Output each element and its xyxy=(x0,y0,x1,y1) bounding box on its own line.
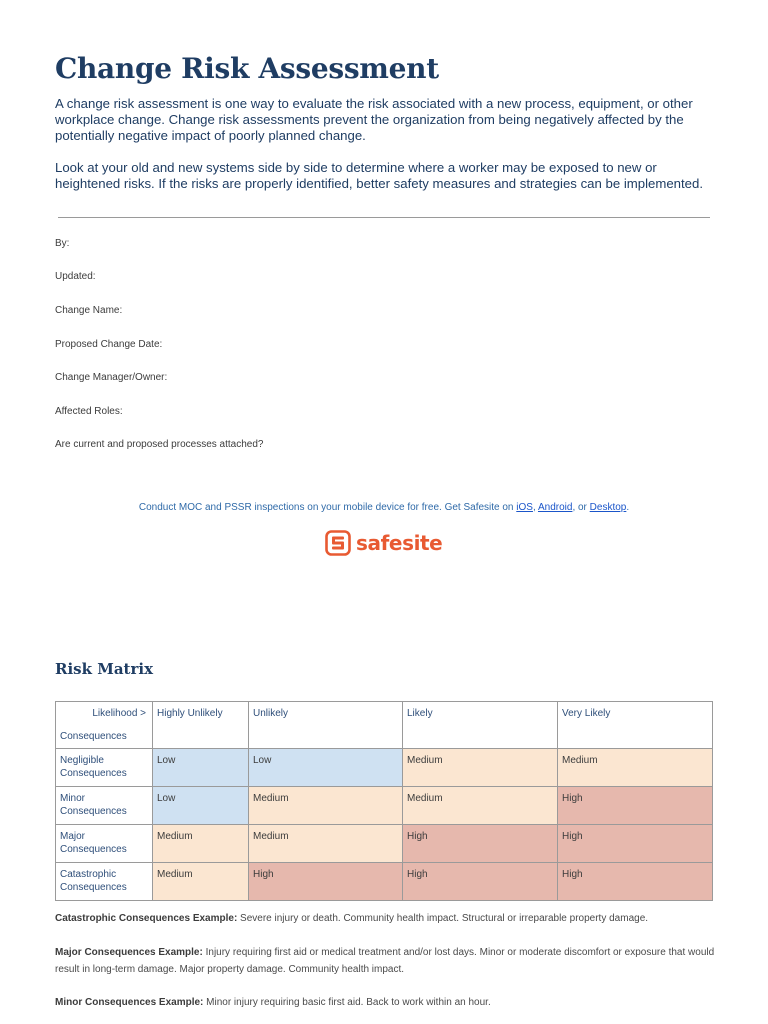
example-text: Injury requiring first aid or medical treatment and/or lost days. Minor or moderate discomfort or exposure that would result in long-term damage. Major property damage. Community health impact. xyxy=(55,947,715,975)
safesite-logo-icon xyxy=(325,530,351,556)
intro-paragraph: Look at your old and new systems side by side to determine where a worker may be exposed to new or heightened risks. If the risks are properly identified, better safety measures and strategies can be implemented. xyxy=(55,160,703,191)
risk-matrix-row xyxy=(56,825,713,863)
promo-separator: , or xyxy=(572,502,590,513)
safesite-logo xyxy=(325,529,442,557)
risk-level-cell: Medium xyxy=(153,825,249,863)
consequence-row-header: Catastrophic Consequences xyxy=(56,863,153,901)
risk-matrix-corner-cell xyxy=(56,702,153,749)
risk-level-cell: High xyxy=(249,863,403,901)
change-manager-field-label: Change Manager/Owner: xyxy=(55,372,168,383)
risk-matrix-row xyxy=(56,787,713,825)
risk-matrix-table xyxy=(55,701,713,901)
android-link[interactable]: Android xyxy=(537,502,573,513)
risk-level-cell: Medium xyxy=(403,749,558,787)
major-example xyxy=(55,944,715,978)
risk-level-cell: Low xyxy=(153,749,249,787)
by-field-label: By: xyxy=(55,238,70,249)
example-label: Major Consequences Example: xyxy=(55,947,203,958)
section-divider xyxy=(58,217,710,218)
risk-matrix-row xyxy=(56,749,713,787)
desktop-link[interactable]: Desktop xyxy=(589,502,627,513)
intro-paragraph: A change risk assessment is one way to evaluate the risk associated with a new process, equipment, or other workplace change. Change risk assessments prevent the organization from being negatively affected by the potentially negative impact of poorly planned change. xyxy=(55,96,693,143)
risk-level-cell: Medium xyxy=(153,863,249,901)
risk-matrix-row xyxy=(56,863,713,901)
risk-level-cell: High xyxy=(403,863,558,901)
change-name-field-label: Change Name: xyxy=(55,305,123,316)
consequence-row-header: Major Consequences xyxy=(56,825,153,863)
consequence-row-header: Minor Consequences xyxy=(56,787,153,825)
risk-level-cell: Medium xyxy=(249,825,403,863)
promo-text: Conduct MOC and PSSR inspections on your mobile device for free. Get Safesite on xyxy=(138,502,517,513)
promo-text-end: . xyxy=(626,502,630,513)
risk-level-cell: Low xyxy=(249,749,403,787)
likelihood-column-header: Very Likely xyxy=(558,702,713,749)
likelihood-column-header: Unlikely xyxy=(249,702,403,749)
consequence-row-header: Negligible Consequences xyxy=(56,749,153,787)
risk-level-cell: High xyxy=(558,825,713,863)
processes-attached-field-label: Are current and proposed processes attached? xyxy=(55,439,264,450)
risk-level-cell: High xyxy=(558,787,713,825)
risk-level-cell: Medium xyxy=(249,787,403,825)
safesite-logo-text: safesite xyxy=(356,531,443,555)
risk-level-cell: High xyxy=(403,825,558,863)
consequences-axis-label: Consequences xyxy=(60,731,127,742)
promo-line xyxy=(0,502,768,513)
risk-level-cell: Medium xyxy=(403,787,558,825)
updated-field-label: Updated: xyxy=(55,271,96,282)
example-label: Catastrophic Consequences Example: xyxy=(55,913,238,924)
minor-example xyxy=(55,994,715,1011)
risk-matrix-title: Risk Matrix xyxy=(55,660,154,678)
risk-level-cell: Low xyxy=(153,787,249,825)
proposed-change-date-field-label: Proposed Change Date: xyxy=(55,339,163,350)
example-text: Severe injury or death. Community health impact. Structural or irreparable property damage. xyxy=(237,913,649,924)
catastrophic-example xyxy=(55,910,715,927)
ios-link[interactable]: iOS xyxy=(516,502,533,513)
risk-level-cell: High xyxy=(558,863,713,901)
likelihood-column-header: Highly Unlikely xyxy=(153,702,249,749)
risk-level-cell: Medium xyxy=(558,749,713,787)
likelihood-axis-label: Likelihood > xyxy=(92,708,146,719)
likelihood-column-header: Likely xyxy=(403,702,558,749)
page-title: Change Risk Assessment xyxy=(55,52,439,85)
example-text: Minor injury requiring basic first aid. Back to work within an hour. xyxy=(203,997,491,1008)
affected-roles-field-label: Affected Roles: xyxy=(55,406,123,417)
promo-separator: , xyxy=(532,502,538,513)
risk-matrix-header-row xyxy=(56,702,713,749)
example-label: Minor Consequences Example: xyxy=(55,997,204,1008)
